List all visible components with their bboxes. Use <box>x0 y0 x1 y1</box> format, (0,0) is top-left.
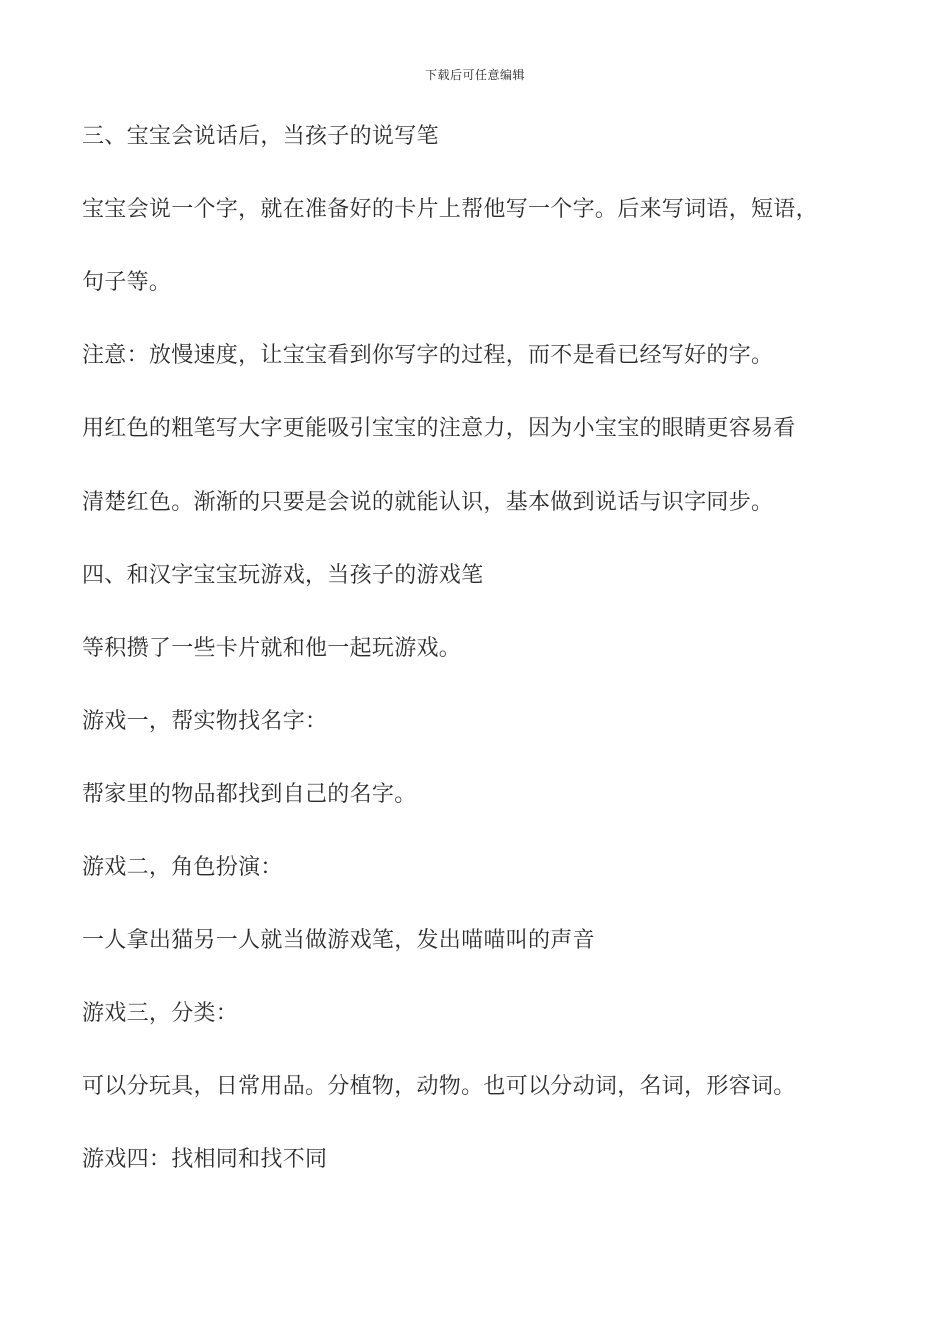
paragraph-line: 帮家里的物品都找到自己的名字。 <box>82 782 417 807</box>
paragraph-line: 宝宝会说一个字，就在准备好的卡片上帮他写一个字。后来写词语，短语， <box>82 197 818 222</box>
section-heading-4: 四、和汉字宝宝玩游戏，当孩子的游戏笔 <box>82 563 484 588</box>
section-heading-3: 三、宝宝会说话后，当孩子的说写笔 <box>82 124 439 149</box>
paragraph-line: 清楚红色。渐渐的只要是会说的就能认识，基本做到说话与识字同步。 <box>82 490 774 515</box>
page-header: 下载后可任意编辑 <box>424 68 525 82</box>
paragraph-line: 句子等。 <box>82 270 172 295</box>
paragraph-line: 用红色的粗笔写大字更能吸引宝宝的注意力，因为小宝宝的眼睛更容易看 <box>82 416 796 441</box>
note-line: 注意：放慢速度，让宝宝看到你写字的过程，而不是看已经写好的字。 <box>82 343 774 368</box>
paragraph-line: 一人拿出猫另一人就当做游戏笔，发出喵喵叫的声音 <box>82 928 595 953</box>
game-heading-3: 游戏三，分类： <box>82 1001 239 1026</box>
game-heading-4: 游戏四：找相同和找不同 <box>82 1147 328 1172</box>
paragraph-line: 可以分玩具，日常用品。分植物，动物。也可以分动词，名词，形容词。 <box>82 1074 796 1099</box>
game-heading-1: 游戏一，帮实物找名字： <box>82 709 328 734</box>
game-heading-2: 游戏二，角色扮演： <box>82 855 283 880</box>
paragraph-line: 等积攒了一些卡片就和他一起玩游戏。 <box>82 636 462 661</box>
